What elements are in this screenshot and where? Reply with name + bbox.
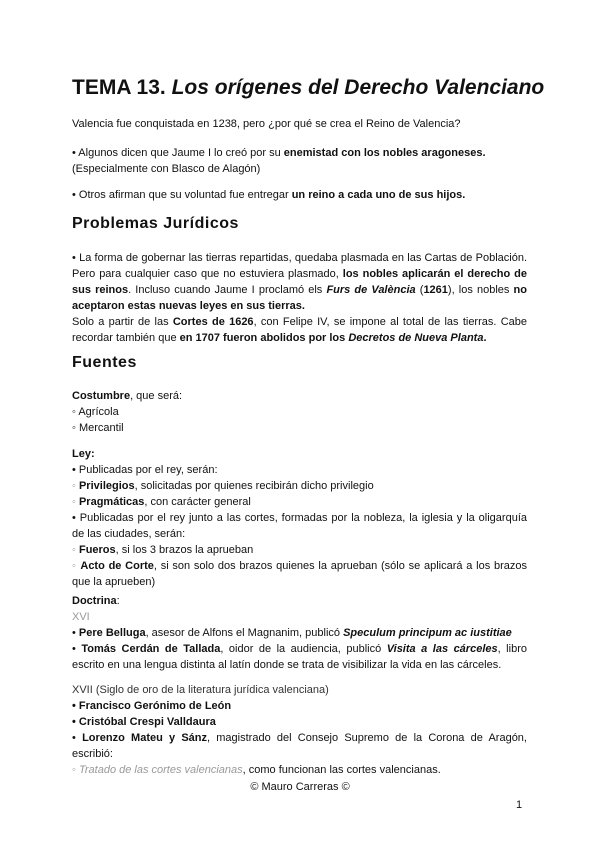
text: Solo a partir de las (72, 316, 173, 328)
text: , asesor de Alfons el Magnanim, publicó (145, 627, 344, 639)
list-item (72, 494, 527, 510)
text-bold: Lorenzo Mateu y Sánz (82, 732, 208, 744)
doctrina-xvii (72, 682, 527, 778)
circle-bullet-icon: ◦ (72, 480, 79, 492)
text-bold: • Cristóbal Crespi Valldaura (72, 716, 216, 728)
list-item (72, 762, 527, 778)
text-bold-italic: Furs de València (326, 284, 416, 296)
circle-bullet-icon: ◦ (72, 496, 79, 508)
text: • (72, 627, 79, 639)
text: • (72, 643, 82, 655)
list-item (72, 698, 527, 714)
ley-heading (72, 446, 527, 462)
ley-section (72, 446, 527, 590)
ley-label: Ley: (72, 448, 95, 460)
bullet2-bold: un reino a cada uno de sus hijos. (291, 189, 466, 201)
century-label: XVII (Siglo de oro de la literatura jurídica valenciana) (72, 684, 329, 696)
title-subtitle: Los orígenes del Derecho Valenciano (171, 76, 545, 99)
text-bold: los nobles aplicarán el derecho de sus reinos (72, 268, 527, 296)
text: • La forma de gobernar las tierras repartidas, quedaba plasmada en las Cartas de Población. Pero para cualquier caso que no estuviera plasmado, (72, 252, 527, 280)
circle-bullet-icon: ◦ (72, 560, 81, 572)
bullet1-bold: enemistad con los nobles aragoneses. (283, 147, 486, 159)
text-bold: Fueros (78, 544, 116, 556)
heading-problemas: Problemas Jurídicos (72, 215, 239, 232)
doctrina-label: Doctrina (72, 595, 117, 607)
text-bold: Acto de Corte (80, 560, 154, 572)
doctrina-section (72, 593, 527, 673)
bullet2-text: • Otros afirman que su voluntad fue entregar (72, 189, 292, 201)
text: • (72, 732, 83, 744)
text: , magistrado del Consejo Supremo de la Corona de Aragón, escribió: (72, 732, 527, 760)
bullet-hijos (72, 187, 527, 203)
doctrina-heading (72, 593, 527, 609)
text-bold: Pragmáticas (78, 496, 145, 508)
text-bold: en 1707 fueron abolidos por los (179, 332, 349, 344)
text: , con carácter general (144, 496, 251, 508)
list-item: • Publicadas por el rey, serán: (72, 464, 218, 476)
costumbre-section (72, 388, 527, 436)
text-bold: no aceptaron estas nuevas leyes en sus tierras. (72, 284, 527, 312)
list-item (72, 478, 527, 494)
list-item (72, 625, 527, 641)
page-title (72, 74, 544, 102)
intro-text: Valencia fue conquistada en 1238, pero ¿por qué se crea el Reino de Valencia? (72, 118, 461, 130)
list-item (72, 542, 527, 558)
text-bold-italic: Speculum principum ac iustitiae (343, 627, 512, 639)
page-number: 1 (516, 799, 523, 811)
text: : (116, 595, 120, 607)
text: , libro escrito en una lengua distinta al latín donde se trata de visibilizar la vida en las cárceles. (72, 643, 527, 671)
text: ), los nobles (447, 284, 514, 296)
problemas-section (72, 250, 527, 346)
costumbre-heading (72, 388, 527, 404)
circle-bullet-icon: ◦ (72, 764, 79, 776)
text-bold: 1261 (423, 284, 448, 296)
text-bold-italic: Decretos de Nueva Planta (348, 332, 484, 344)
list-item (72, 730, 527, 762)
heading-fuentes: Fuentes (72, 354, 137, 371)
text: , con Felipe IV, se impone al total de las tierras. Cabe recordar también que (72, 316, 527, 344)
bullet1-note: (Especialmente con Blasco de Alagón) (72, 163, 261, 175)
intro-paragraph (72, 116, 527, 132)
text: , si los 3 brazos la aprueban (115, 544, 254, 556)
text-bold-italic: Visita a las cárceles (386, 643, 498, 655)
list-item: ◦ Mercantil (72, 422, 124, 434)
text: , como funcionan las cortes valencianas. (242, 764, 441, 776)
text-bold: . (483, 332, 487, 344)
problemas-p2 (72, 314, 527, 346)
list-item: ◦ Agrícola (72, 406, 119, 418)
list-item (72, 714, 527, 730)
text-bold: Tomás Cerdán de Tallada (81, 643, 221, 655)
text: , que será: (130, 390, 183, 402)
text: , oidor de la audiencia, publicó (220, 643, 387, 655)
title-prefix: TEMA 13. (72, 76, 166, 99)
costumbre-label: Costumbre (72, 390, 131, 402)
footer-copyright: © Mauro Carreras © (250, 781, 350, 793)
text: , si son solo dos brazos quienes la aprueban (sólo se aplicará a los brazos que la aprueben) (72, 560, 527, 588)
text-italic: Tratado de las cortes valencianas (78, 764, 243, 776)
circle-bullet-icon: ◦ (72, 544, 79, 556)
text: . Incluso cuando Jaume I proclamó els (128, 284, 327, 296)
century-label: XVI (72, 611, 90, 623)
list-item: • Publicadas por el rey junto a las cortes, formadas por la nobleza, la iglesia y la oligarquía de las ciudades, serán: (72, 512, 527, 540)
bullet-enemistad (72, 145, 527, 177)
text-bold: • Francisco Gerónimo de León (72, 700, 232, 712)
bullet1-text: • Algunos dicen que Jaume I lo creó por su (72, 147, 284, 159)
text-bold: Cortes de 1626 (172, 316, 254, 328)
problemas-p1 (72, 250, 527, 314)
list-item (72, 641, 527, 673)
text: , solicitadas por quienes recibirán dicho privilegio (134, 480, 374, 492)
text-bold: Pere Belluga (78, 627, 146, 639)
list-item (72, 558, 527, 590)
text-bold: Privilegios (78, 480, 135, 492)
text: ( (415, 284, 424, 296)
